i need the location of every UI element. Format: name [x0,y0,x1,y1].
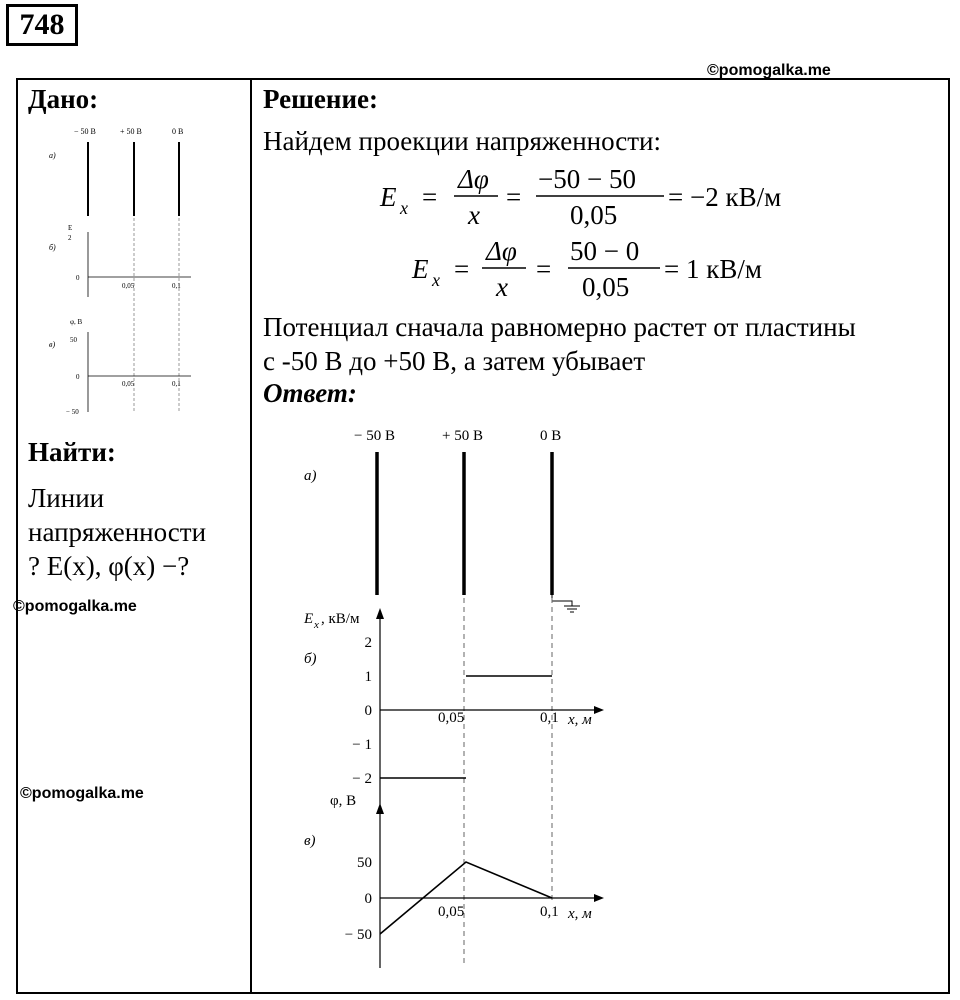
plate-label-3: 0 В [540,428,562,444]
panel-label-a: а) [304,468,317,484]
eq2-num2: 50 − 0 [570,236,640,266]
find-line-3: ? E(x), φ(x) −? [28,551,190,581]
thumb-panel-a: а) [49,151,56,160]
svg-text:2: 2 [68,234,72,242]
svg-text:=: = [536,254,552,284]
eq2-den2: 0,05 [582,272,630,302]
panel-label-b: б) [304,651,317,667]
e-axis-label: E [304,611,314,627]
eq1-den2: 0,05 [570,200,618,230]
svg-text:0: 0 [76,373,80,381]
e-tick-label: − 2 [352,771,372,787]
find-line-2: напряженности [28,517,207,547]
column-divider [250,78,252,994]
eq2-sub: x [432,270,440,290]
given-figure-thumbnail [26,122,246,422]
solution-text-2: с -50 В до +50 В, а затем убывает [263,346,646,376]
e-axis-sub: x [314,619,319,631]
svg-text:50: 50 [70,336,77,344]
thumb-panel-c: в) [49,340,56,349]
phi-tick-label: − 50 [344,927,372,943]
thumb-x-tick-1: 0,05 [122,282,135,290]
phi-tick-label: 0 [364,891,372,907]
thumb-panel-b: б) [49,243,56,252]
phi-tick-label: 50 [357,855,372,871]
e-tick-label: 2 [364,635,372,651]
problem-number: 748 [6,4,78,46]
eq1-num2: −50 − 50 [538,164,636,194]
e-x-tick-2: 0,1 [540,710,559,726]
watermark-top: ©pomogalka.me [707,62,831,79]
solution-intro: Найдем проекции напряженности: [263,126,661,156]
thumb-phi-label: φ, В [70,318,83,326]
eq1-den1: x [468,200,480,230]
svg-text:=: = [422,182,438,212]
e-tick-label: 1 [364,669,372,685]
phi-x-axis-label: x, м [568,906,592,922]
watermark-left-2: ©pomogalka.me [20,785,144,802]
svg-text:=: = [454,254,470,284]
svg-text:0: 0 [76,274,80,282]
eq1-result: = −2 кВ/м [668,182,782,212]
find-line-1: Линии [28,483,105,513]
e-tick-label: − 1 [352,737,372,753]
eq2-num1: Δφ [486,236,517,266]
solution-text-1: Потенциал сначала равномерно растет от пластины [263,312,856,342]
ground-icon [552,595,580,612]
equations [370,156,850,306]
e-axis-unit: , кВ/м [321,611,360,627]
eq1-lhs: E [380,182,397,212]
eq1-num1: Δφ [458,164,489,194]
eq2-den1: x [496,272,508,302]
phi-x-tick-1: 0,05 [438,904,465,920]
svg-text:− 50: − 50 [66,408,79,416]
eq1-sub: x [400,198,408,218]
thumb-x-tick-4: 0,1 [172,380,181,388]
eq2-result: = 1 кВ/м [664,254,762,284]
thumb-plate-label-1: − 50 В [74,127,96,136]
thumb-e-axis-label: E [68,224,73,232]
e-x-tick-1: 0,05 [438,710,465,726]
thumb-x-tick-3: 0,05 [122,380,135,388]
find-header: Найти: [28,437,116,467]
svg-text:=: = [506,182,522,212]
e-tick-label: 0 [364,703,372,719]
plate-label-1: − 50 В [354,428,395,444]
given-header: Дано: [28,84,99,114]
e-x-axis-label: x, м [568,712,592,728]
thumb-plate-label-3: 0 В [172,127,184,136]
panel-label-c: в) [304,833,316,849]
phi-axis-label: φ, В [330,793,357,809]
phi-x-tick-2: 0,1 [540,904,559,920]
solution-header: Решение: [263,84,378,114]
answer-header: Ответ: [263,378,357,408]
thumb-x-tick-2: 0,1 [172,282,181,290]
eq2-lhs: E [412,254,429,284]
answer-figure [290,420,630,980]
thumb-plate-label-2: + 50 В [120,127,142,136]
watermark-left-1: ©pomogalka.me [13,598,137,615]
plate-label-2: + 50 В [442,428,483,444]
